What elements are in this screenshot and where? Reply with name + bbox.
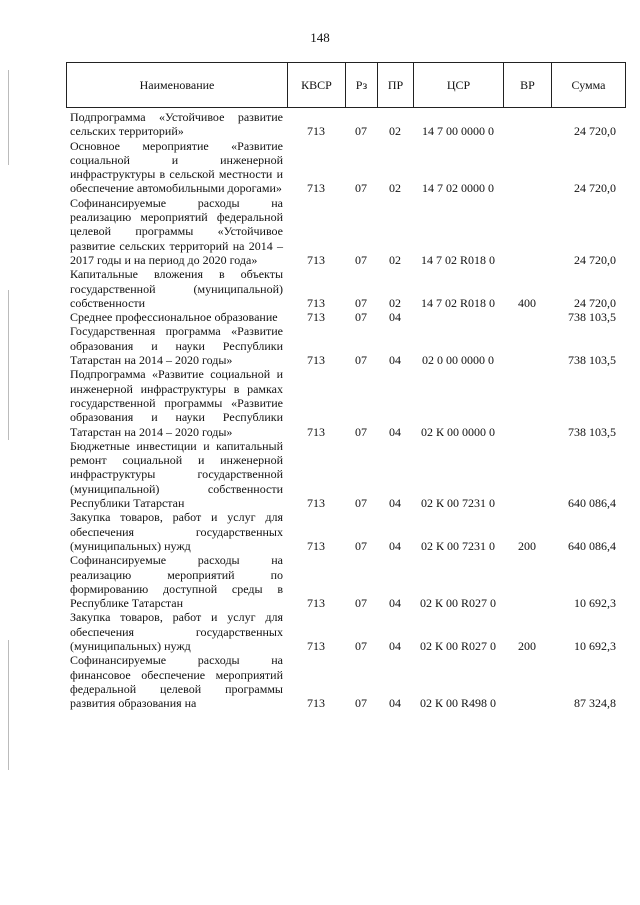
row-rz: 07 [355, 124, 367, 139]
row-sum: 87 324,8 [574, 696, 616, 711]
row-sum: 640 086,4 [568, 538, 616, 553]
row-pr: 04 [389, 310, 401, 325]
row-pr: 02 [389, 252, 401, 267]
table-row [66, 553, 626, 610]
row-rz: 07 [355, 310, 367, 325]
row-sum: 24 720,0 [574, 295, 616, 310]
header-pr: ПР [378, 63, 414, 107]
row-rz: 07 [355, 353, 367, 368]
table-row [66, 139, 626, 196]
row-csr: 02 К 00 R498 0 [419, 696, 496, 711]
row-kvsr: 713 [307, 596, 325, 611]
row-rz: 07 [355, 252, 367, 267]
row-csr: 02 К 00 7231 0 [420, 538, 495, 553]
table-header [66, 62, 626, 108]
header-vr: ВР [504, 63, 552, 107]
header-kvsr: КВСР [288, 63, 346, 107]
row-rz: 07 [355, 638, 367, 653]
row-kvsr: 713 [307, 696, 325, 711]
table-row [66, 610, 626, 653]
row-name: Софинансируемые расходы на финансовое обеспечение мероприятий федеральной целевой программы развития образования на [70, 653, 283, 711]
row-sum: 738 103,5 [568, 310, 616, 325]
row-rz: 07 [355, 538, 367, 553]
row-kvsr: 713 [307, 496, 325, 511]
row-pr: 02 [389, 124, 401, 139]
row-vr: 200 [518, 538, 536, 553]
row-name: Капитальные вложения в объекты государственной (муниципальной) собственности [70, 267, 283, 310]
row-name: Закупка товаров, работ и услуг для обеспечения государственных (муниципальных) нужд [70, 610, 283, 653]
row-pr: 04 [389, 596, 401, 611]
row-name: Государственная программа «Развитие образования и науки Республики Татарстан на 2014 – 2020 годы» [70, 324, 283, 368]
table-row [66, 310, 626, 324]
table-row [66, 653, 626, 710]
row-kvsr: 713 [307, 295, 325, 310]
row-pr: 04 [389, 696, 401, 711]
row-csr: 02 0 00 0000 0 [422, 353, 494, 368]
table-row [66, 324, 626, 367]
table-row [66, 196, 626, 267]
row-sum: 738 103,5 [568, 353, 616, 368]
row-name: Софинансируемые расходы на реализацию мероприятий федеральной целевой программы «Устойчивое развитие сельских территорий на 2014 – 2017 годы и на период до 2020 года» [70, 195, 283, 267]
row-vr: 400 [518, 295, 536, 310]
row-name: Бюджетные инвестиции и капитальный ремонт социальной и инженерной инфраструктуры государственной (муниципальной) собственности Республики Татарстан [70, 438, 283, 511]
row-kvsr: 713 [307, 353, 325, 368]
row-pr: 04 [389, 424, 401, 439]
table-row [66, 510, 626, 553]
row-csr: 14 7 02 0000 0 [422, 181, 494, 196]
row-name: Закупка товаров, работ и услуг для обеспечения государственных (муниципальных) нужд [70, 510, 283, 553]
row-rz: 07 [355, 295, 367, 310]
row-kvsr: 713 [307, 538, 325, 553]
row-csr: 02 К 00 7231 0 [420, 496, 495, 511]
row-csr: 14 7 02 R018 0 [420, 252, 495, 267]
row-kvsr: 713 [307, 124, 325, 139]
row-csr: 14 7 00 0000 0 [422, 124, 494, 139]
header-name: Наименование [67, 63, 288, 107]
row-sum: 738 103,5 [568, 424, 616, 439]
row-sum: 24 720,0 [574, 252, 616, 267]
row-sum: 640 086,4 [568, 496, 616, 511]
table-row [66, 439, 626, 510]
row-kvsr: 713 [307, 424, 325, 439]
row-rz: 07 [355, 696, 367, 711]
row-vr: 200 [518, 638, 536, 653]
row-sum: 24 720,0 [574, 181, 616, 196]
row-pr: 02 [389, 295, 401, 310]
row-rz: 07 [355, 596, 367, 611]
row-pr: 04 [389, 538, 401, 553]
row-sum: 10 692,3 [574, 596, 616, 611]
row-csr: 02 К 00 0000 0 [420, 424, 495, 439]
row-csr: 02 К 00 R027 0 [419, 596, 496, 611]
row-pr: 04 [389, 496, 401, 511]
row-csr: 14 7 02 R018 0 [420, 295, 495, 310]
row-name: Подпрограмма «Устойчивое развитие сельских территорий» [70, 110, 283, 139]
table-row [66, 267, 626, 310]
row-name: Основное мероприятие «Развитие социальной и инженерной инфраструктуры в сельской местности и обеспечение автомобильными дорогами» [70, 138, 283, 196]
row-pr: 04 [389, 638, 401, 653]
row-name: Софинансируемые расходы на реализацию мероприятий по формированию доступной среды в Республике Татарстан [70, 553, 283, 611]
table-row [66, 367, 626, 438]
header-sum: Сумма [571, 78, 606, 92]
row-kvsr: 713 [307, 310, 325, 325]
row-sum: 24 720,0 [574, 124, 616, 139]
row-name: Подпрограмма «Развитие социальной и инженерной инфраструктуры в рамках государственной программы «Развитие образования и науки Республики Татарстан на 2014 – 2020 годы» [70, 367, 283, 439]
table-row [66, 110, 626, 139]
row-kvsr: 713 [307, 638, 325, 653]
row-csr: 02 К 00 R027 0 [419, 638, 496, 653]
row-kvsr: 713 [307, 252, 325, 267]
scan-margin-mark [8, 290, 9, 440]
row-kvsr: 713 [307, 181, 325, 196]
header-rz: Рз [346, 63, 378, 107]
row-rz: 07 [355, 496, 367, 511]
row-name: Среднее профессиональное образование [70, 310, 278, 325]
row-pr: 02 [389, 181, 401, 196]
row-pr: 04 [389, 353, 401, 368]
scan-margin-mark [8, 70, 9, 165]
row-rz: 07 [355, 181, 367, 196]
row-sum: 10 692,3 [574, 638, 616, 653]
table-body [66, 110, 626, 710]
row-rz: 07 [355, 424, 367, 439]
scan-margin-mark [8, 640, 9, 770]
page-number: 148 [310, 30, 330, 45]
header-csr: ЦСР [414, 63, 504, 107]
